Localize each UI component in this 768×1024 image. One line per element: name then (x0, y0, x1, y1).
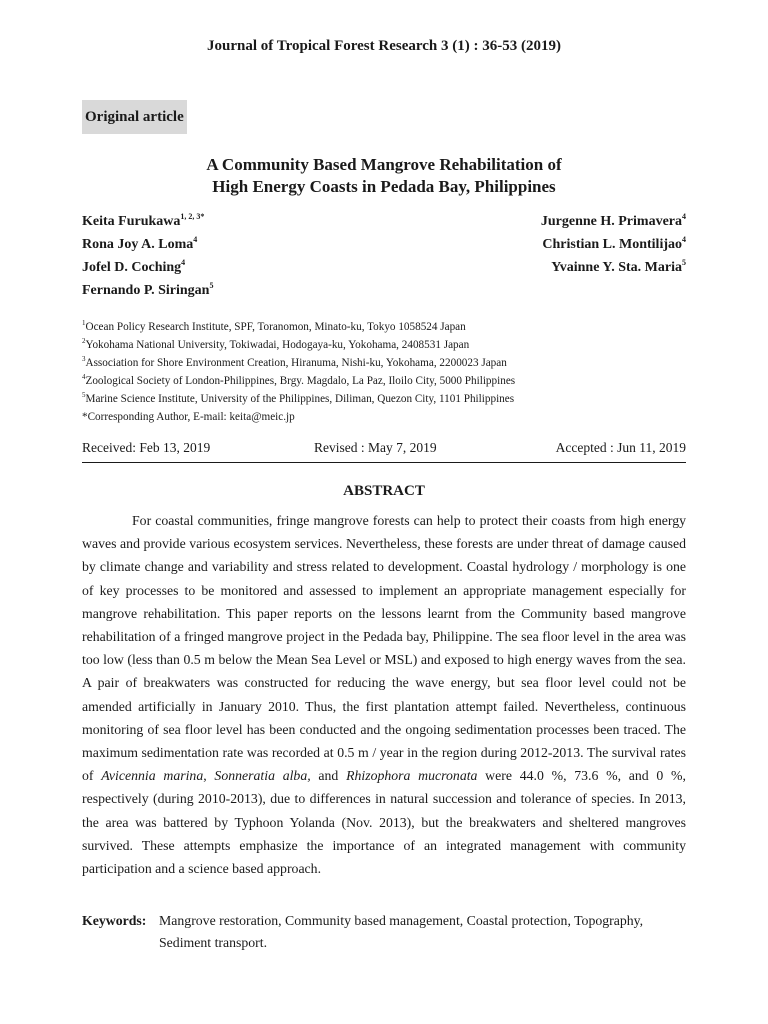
author-name (82, 260, 185, 276)
author-affiliation-marker: 4 (193, 235, 198, 244)
affiliation-marker: 5 (82, 391, 86, 399)
author-affiliation-marker: 4 (682, 235, 686, 244)
article-title (0, 154, 768, 198)
abstract-text: , (203, 768, 215, 784)
author-row (82, 214, 686, 237)
submission-dates (82, 440, 686, 463)
revised-date: Revised : May 7, 2019 (314, 440, 437, 455)
author-list (82, 214, 686, 306)
abstract-body (82, 509, 686, 880)
keywords-line-1: Mangrove restoration, Community based management, Coastal protection, Topography, (159, 913, 644, 928)
author-name-text: Jurgenne H. Primavera (540, 214, 682, 229)
author-name (82, 283, 213, 299)
affiliation-item (82, 390, 702, 408)
author-name-text: Fernando P. Siringan (82, 283, 210, 298)
author-name (551, 260, 686, 276)
author-name (541, 214, 686, 230)
author-name-text: Yvainne Y. Sta. Maria (551, 260, 682, 275)
abstract-text: and (310, 768, 347, 784)
author-name (542, 237, 686, 253)
abstract-text: were 44.0 %, 73.6 %, and 0 %, respectively (during 2010-2013), due to differences in natural succession and tolerance of species. In 2013, the area was battered by Typhoon Yolanda (Nov. 2013), but the breakwaters and sheltered mangroves survived. These attempts emphasize the importance of an integrated management with community participation and a science based approach. (82, 768, 687, 877)
affiliation-marker: 2 (82, 337, 86, 345)
affiliation-text: Yokohama National University, Tokiwadai, Hodogaya-ku, Yokohama, 2408531 Japan (85, 339, 470, 351)
affiliation-text: Marine Science Institute, University of the Philippines, Diliman, Quezon City, 1101 Philippines (85, 393, 515, 405)
author-name-text: Christian L. Montilijao (542, 237, 682, 252)
keywords-label: Keywords: (82, 913, 147, 928)
affiliation-item (82, 336, 702, 354)
abstract-text: For coastal communities, fringe mangrove forests can help to protect their coasts from high energy waves and provide various ecosystem services. Nevertheless, these forests are under threat of damage caused by climate change and variability and stress related to development. Coastal hydrology / morphology is one of key processes to be monitored and assessed to implement an appropriate management especially for mangrove rehabilitation. This paper reports on the lessons learnt from the Community based mangrove rehabilitation of a fringed mangrove project in the Pedada bay, Philippine. The sea floor level in the area was too low (less than 0.5 m below the Mean Sea Level or MSL) and exposed to high energy waves from the sea. A pair of breakwaters was constructed for reducing the wave energy, but sea floor level could not be amended artificially in January 2010. Thus, the first plantation attempt failed. Nevertheless, continuous monitoring of sea floor level has been conducted and the ongoing sedimentation processes been traced. The maximum sedimentation rate was recorded at 0.5 m / year in the region during 2012-2013. The survival rates of (82, 513, 686, 784)
author-affiliation-marker: 4 (682, 212, 686, 221)
author-affiliation-marker: 1, 2, 3* (180, 212, 205, 221)
affiliation-text: Association for Shore Environment Creation, Hiranuma, Nishi-ku, Yokohama, 2200023 Japan (85, 357, 507, 369)
author-affiliation-marker: 5 (682, 258, 686, 267)
species-name: Rhizophora mucronata (346, 768, 478, 784)
affiliation-text: Ocean Policy Research Institute, SPF, Toranomon, Minato-ku, Tokyo 1058524 Japan (85, 321, 466, 333)
species-name: Sonneratia alba, (214, 768, 311, 784)
corresponding-author: *Corresponding Author, E-mail: keita@meic.jp (82, 411, 295, 423)
received-date: Received: Feb 13, 2019 (82, 440, 211, 455)
author-affiliation-marker: 5 (209, 281, 214, 290)
affiliation-list (82, 318, 702, 426)
abstract-heading: ABSTRACT (343, 483, 425, 499)
affiliation-marker: 4 (82, 373, 86, 381)
author-affiliation-marker: 4 (181, 258, 186, 267)
affiliation-item (82, 372, 702, 390)
accepted-date: Accepted : Jun 11, 2019 (555, 440, 686, 455)
affiliation-text: Zoological Society of London-Philippines, Brgy. Magdalo, La Paz, Iloilo City, 5000 Philippines (85, 375, 516, 387)
affiliation-marker: 3 (82, 355, 86, 363)
author-name (82, 214, 204, 230)
author-name-text: Keita Furukawa (82, 214, 181, 229)
author-name-text: Jofel D. Coching (82, 260, 182, 275)
author-name-text: Rona Joy A. Loma (82, 237, 194, 252)
species-name: Avicennia marina (101, 768, 204, 784)
title-line-2: High Energy Coasts in Pedada Bay, Philippines (212, 177, 556, 196)
affiliation-marker: 1 (82, 319, 86, 327)
author-row (82, 283, 686, 306)
title-line-1: A Community Based Mangrove Rehabilitation of (206, 155, 562, 174)
article-type-label: Original article (82, 100, 187, 134)
journal-header: Journal of Tropical Forest Research 3 (1) : 36-53 (2019) (207, 38, 561, 54)
author-name (82, 237, 197, 253)
affiliation-item (82, 318, 702, 336)
author-row (82, 237, 686, 260)
author-row (82, 260, 686, 283)
affiliation-item (82, 354, 702, 372)
keywords-line-2: Sediment transport. (159, 935, 268, 950)
